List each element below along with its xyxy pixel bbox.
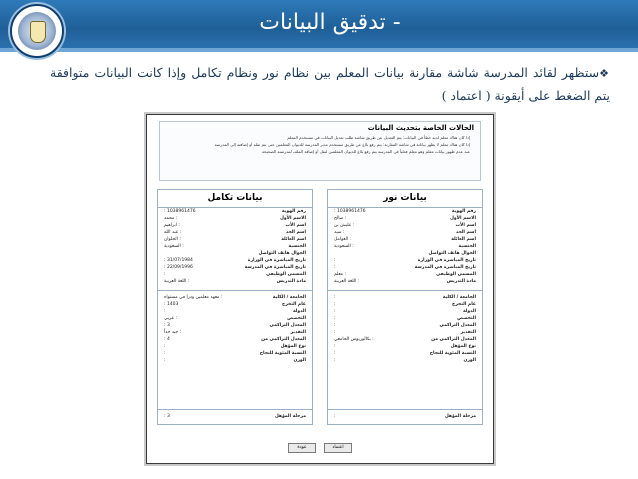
field-row	[328, 357, 482, 364]
field-label: مرحلة المؤهل	[274, 414, 306, 419]
field-value: :	[334, 323, 336, 328]
field-value: : معلم	[334, 272, 347, 277]
field-value: :	[334, 330, 336, 335]
field-value: :	[334, 258, 336, 263]
takamol-data-panel	[157, 189, 313, 425]
field-value: :	[334, 344, 336, 349]
field-label: اسم العائلة	[451, 237, 476, 242]
field-value: 3 :	[164, 323, 170, 328]
field-value: : سيد	[334, 230, 345, 235]
field-label: مادة التدريس	[276, 279, 306, 284]
back-button[interactable]: عودة	[288, 443, 316, 453]
field-value: :	[334, 265, 336, 270]
field-value: :	[164, 309, 166, 314]
field-row	[328, 208, 482, 215]
field-label: رقم الهوية	[451, 209, 476, 214]
slide-title: - تدقيق البيانات	[259, 10, 401, 35]
field-label: الدولة	[292, 309, 306, 314]
field-value: : عليش بن	[334, 223, 355, 228]
field-row	[158, 336, 312, 343]
field-label: الجوال هاتف التواصل	[428, 251, 476, 256]
approve-button[interactable]: اعتماد	[324, 443, 352, 453]
field-value: : محمد	[164, 216, 178, 221]
field-value: 3 :	[164, 414, 170, 419]
field-row	[328, 336, 482, 343]
field-value: : السعودية	[334, 244, 354, 249]
notice-title: الحالات الخاصة بتحديث البيانات	[367, 124, 474, 132]
special-cases-notice	[159, 121, 481, 181]
field-value: :	[334, 351, 336, 356]
field-label: عام التخرج	[282, 302, 306, 307]
field-value: :	[334, 295, 336, 300]
field-label: اسم الجد	[455, 230, 476, 235]
field-label: مادة التدريس	[446, 279, 476, 284]
field-row	[328, 243, 482, 250]
field-row	[158, 236, 312, 243]
logo-emblem-icon	[18, 12, 56, 50]
slide-paragraph: ستظهر لقائد المدرسة شاشة مقارنة بيانات المعلم بين نظام نور ونظام تكامل وإذا كانت البيانات متوافقة يتم الضغط على أيقونة ( اعتماد )	[50, 65, 610, 103]
field-row	[328, 271, 482, 278]
field-value: 1038961476 :	[164, 209, 196, 214]
slide-body-text	[50, 62, 610, 107]
section-divider	[328, 290, 482, 291]
field-value: :	[164, 272, 166, 277]
field-row	[158, 264, 312, 271]
field-row	[158, 243, 312, 250]
field-value: : صالح	[334, 216, 347, 221]
field-row	[158, 357, 312, 364]
field-value: :	[334, 358, 336, 363]
field-value: :	[164, 358, 166, 363]
field-value: 1403 :	[164, 302, 179, 307]
takamol-panel-title: بيانات تكامل	[158, 190, 312, 208]
field-label: تاريخ المباشرة في الوزارة	[247, 258, 306, 263]
field-row	[328, 222, 482, 229]
field-row	[158, 294, 312, 301]
field-row	[328, 215, 482, 222]
field-label: الوزن	[293, 358, 306, 363]
field-row	[328, 236, 482, 243]
field-value: : اللغة العربية	[164, 279, 190, 284]
field-value: :	[164, 344, 166, 349]
field-value: : ابراهيم	[164, 223, 180, 228]
field-row	[328, 278, 482, 285]
field-label: الوزن	[463, 358, 476, 363]
field-row	[328, 350, 482, 357]
field-label: اسم الجد	[285, 230, 306, 235]
qualification-stage-row	[328, 409, 482, 420]
field-row	[328, 308, 482, 315]
field-row	[158, 322, 312, 329]
field-row	[158, 222, 312, 229]
ministry-logo	[10, 4, 64, 58]
field-value: 22/09/1996 :	[164, 265, 193, 270]
field-value: :	[334, 414, 336, 419]
field-label: الدولة	[462, 309, 476, 314]
field-label: التخصص	[457, 316, 476, 321]
field-row	[158, 315, 312, 322]
field-label: النسبة المئوية للنجاح	[259, 351, 306, 356]
field-label: المعدل التراكمي	[439, 323, 476, 328]
field-value: : عربي	[164, 316, 178, 321]
field-row	[158, 208, 312, 215]
field-label: نوع المؤهل	[450, 344, 476, 349]
action-buttons	[153, 439, 487, 457]
field-row	[158, 250, 312, 257]
field-row	[328, 315, 482, 322]
field-row	[158, 271, 312, 278]
noor-data-panel	[327, 189, 483, 425]
field-value: 1038961476 :	[334, 209, 366, 214]
qualification-stage-row	[158, 409, 312, 420]
field-value: : جيد جداً	[164, 330, 182, 335]
field-value: : اللغة العربية	[334, 279, 360, 284]
field-label: التقدير	[290, 330, 306, 335]
embedded-screenshot	[146, 114, 494, 464]
field-row	[328, 294, 482, 301]
noor-panel-title: بيانات نور	[328, 190, 482, 208]
field-label: النسبة المئوية للنجاح	[429, 351, 476, 356]
field-value: :	[334, 316, 336, 321]
field-row	[158, 308, 312, 315]
field-label: الجامعة / الكلية	[272, 295, 306, 300]
field-label: الاسم الأول	[449, 216, 476, 221]
field-value: : السعودية	[164, 244, 184, 249]
field-row	[158, 257, 312, 264]
notice-line: إذا كان هناك معلم لا يظهر بياناته في شاشة المقارنة: يتم رفع بلاغ عن طريق مستخدم مدير المدرسة للديوان المعلمين حتى يتم نقله أو إضافته إلى المدرسة	[214, 142, 470, 147]
field-label: اسم الأب	[455, 223, 476, 228]
field-row	[158, 229, 312, 236]
field-label: المسمى الوظيفي	[266, 272, 306, 277]
field-label: عام التخرج	[452, 302, 476, 307]
bullet-diamond-icon: ❖	[599, 67, 610, 80]
field-value: : الغوامل	[334, 237, 352, 242]
field-label: الجوال هاتف التواصل	[258, 251, 306, 256]
field-row	[328, 229, 482, 236]
field-label: الجنسية	[288, 244, 306, 249]
title-bar-stripe	[0, 48, 638, 52]
field-value: 4 :	[164, 337, 170, 342]
field-row	[158, 301, 312, 308]
field-label: الجامعة / الكلية	[442, 295, 476, 300]
field-row	[158, 278, 312, 285]
field-row	[158, 215, 312, 222]
field-row	[328, 250, 482, 257]
field-label: رقم الهوية	[281, 209, 306, 214]
field-label: المعدل التراكمي	[269, 323, 306, 328]
field-value: : الحلوان	[164, 237, 181, 242]
field-value: 31/07/1984 :	[164, 258, 193, 263]
field-row	[328, 301, 482, 308]
field-label: تاريخ المباشرة في الوزارة	[417, 258, 476, 263]
field-label: التقدير	[460, 330, 476, 335]
field-label: مرحلة المؤهل	[444, 414, 476, 419]
section-divider	[158, 290, 312, 291]
field-value: :	[164, 351, 166, 356]
field-label: نوع المؤهل	[280, 344, 306, 349]
field-label: التخصص	[287, 316, 306, 321]
field-label: المعدل التراكمي من	[431, 337, 476, 342]
field-row	[158, 350, 312, 357]
field-value: : عبد الله	[164, 230, 182, 235]
notice-line: عند عدم ظهور بيانات معلم وهو معلم فعلياً في المدرسة يتم رفع بلاغ للديوان المعلمين لنقل أو إضافة الملف لمدرسته الصحيحة	[261, 149, 470, 154]
field-row	[328, 322, 482, 329]
field-row	[158, 329, 312, 336]
notice-line: إذا كان هناك معلم لديه خطأ في البيانات: يتم التعديل عن طريق شاشة طلب تعديل البيانات في مستخدم المعلم	[287, 135, 470, 140]
field-label: المعدل التراكمي من	[261, 337, 306, 342]
field-row	[328, 329, 482, 336]
field-value: : بكالوريوس الجامعي	[334, 337, 374, 342]
field-row	[328, 343, 482, 350]
field-label: تاريخ المباشرة في المدرسة	[244, 265, 306, 270]
field-value: :	[334, 302, 336, 307]
field-label: تاريخ المباشرة في المدرسة	[414, 265, 476, 270]
field-row	[328, 257, 482, 264]
field-value: : معهد معلمين ودرا في مستواه	[164, 295, 223, 300]
field-label: الجنسية	[458, 244, 476, 249]
field-row	[328, 264, 482, 271]
field-label: اسم العائلة	[281, 237, 306, 242]
field-label: المسمى الوظيفي	[436, 272, 476, 277]
field-label: الاسم الأول	[279, 216, 306, 221]
field-value: :	[334, 309, 336, 314]
field-label: اسم الأب	[285, 223, 306, 228]
field-row	[158, 343, 312, 350]
